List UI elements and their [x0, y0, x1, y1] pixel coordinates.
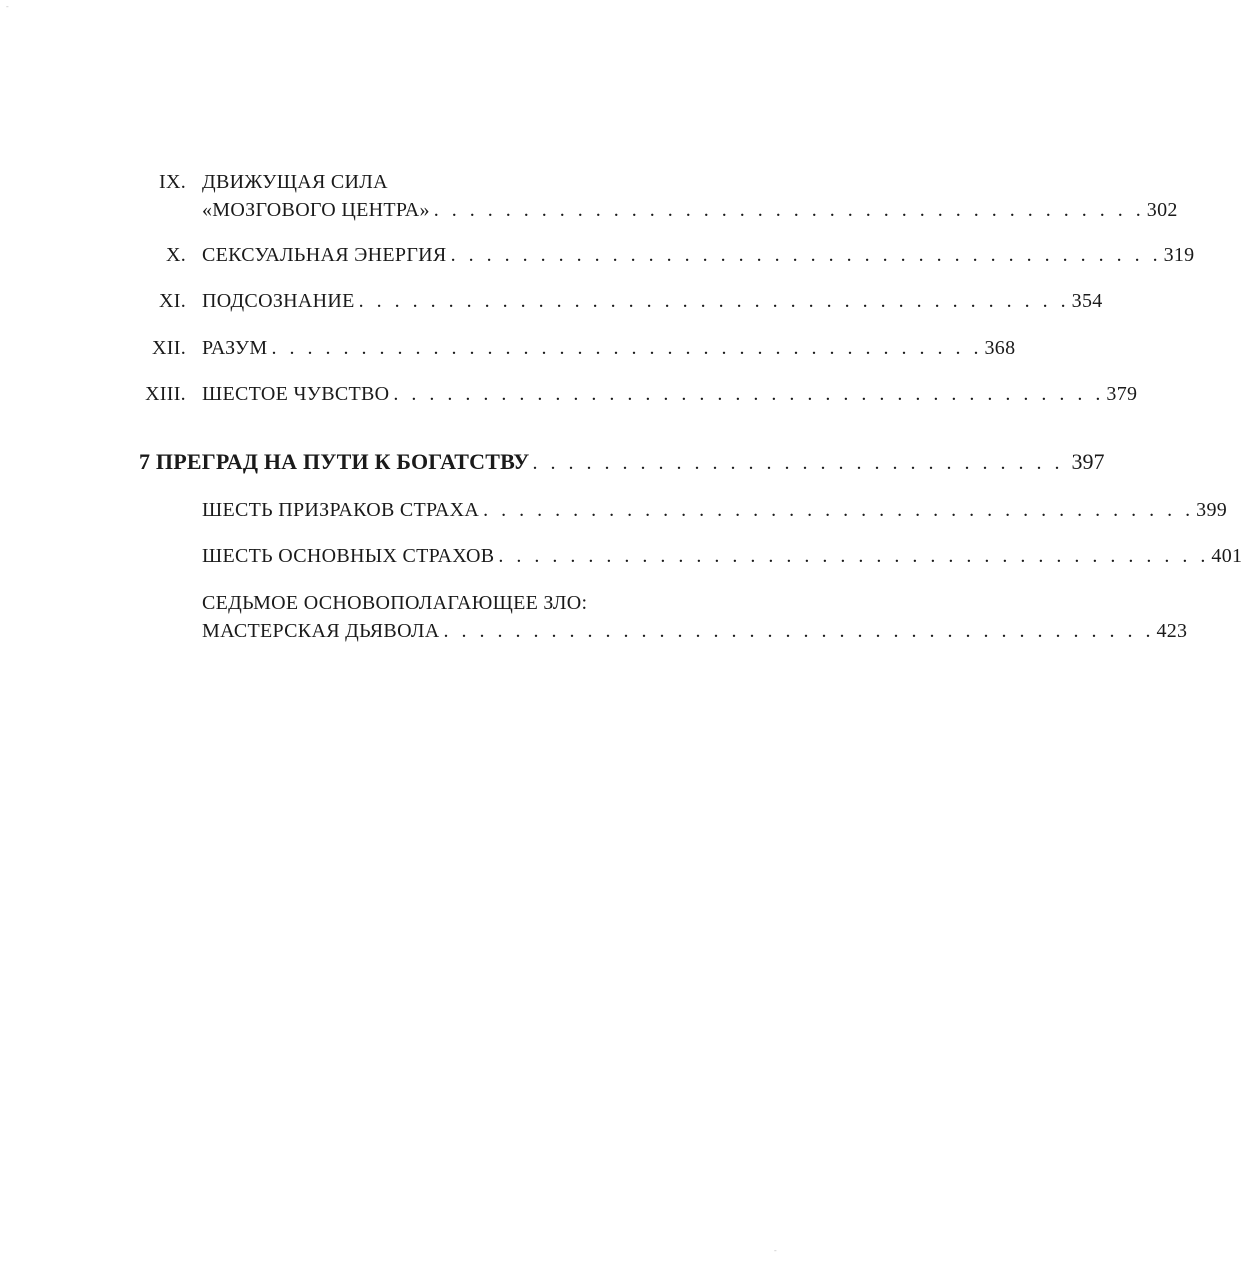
toc-entry-chapter-13[interactable] [0, 380, 1138, 410]
scan-mark-top-left: - [6, 2, 9, 11]
page-number: 401 [1211, 545, 1242, 567]
chapter-title: ШЕСТОЕ ЧУВСТВО [202, 383, 390, 405]
chapter-title-row [202, 287, 1103, 315]
section-title-line-2: МАСТЕРСКАЯ ДЬЯВОЛА [202, 620, 440, 642]
chapter-title-row [202, 196, 1178, 224]
chapter-number: IX. [158, 171, 186, 193]
scan-mark-bottom-right: - [774, 1246, 777, 1255]
page-number: 423 [1156, 620, 1188, 642]
toc-entry-chapter-12[interactable] [0, 334, 1016, 364]
chapter-title-row [202, 334, 1016, 362]
toc-entry-section-2[interactable] [0, 542, 1242, 572]
chapter-title-line-2: «МОЗГОВОГО ЦЕНТРА» [202, 199, 430, 221]
toc-entry-section-1[interactable] [0, 496, 1228, 526]
toc-entry-part[interactable] [139, 447, 1105, 478]
dot-leader: . . . . . . . . . . . . . . . . . . . . . . . . . . . . . . . . . . . . . . . . [271, 337, 983, 359]
section-title: ШЕСТЬ ОСНОВНЫХ СТРАХОВ [202, 545, 495, 567]
chapter-title: РАЗУМ [202, 337, 268, 359]
dot-leader: . . . . . . . . . . . . . . . . . . . . . . . . . . . . . . . . . . . . . . . . [393, 383, 1105, 405]
page-number: 397 [1071, 449, 1105, 474]
section-title: ШЕСТЬ ПРИЗРАКОВ СТРАХА [202, 499, 480, 521]
chapter-title: ПОДСОЗНАНИЕ [202, 290, 355, 312]
dot-leader: . . . . . . . . . . . . . . . . . . . . . . . . . . . . . . . . . . . . . . . . [358, 290, 1070, 312]
dot-leader: . . . . . . . . . . . . . . . . . . . . . . . . . . . . . . . . . . . . . . . . [498, 545, 1210, 567]
page-number: 368 [984, 337, 1016, 359]
page-number: 319 [1163, 244, 1195, 266]
section-title-line-1: СЕДЬМОЕ ОСНОВОПОЛАГАЮЩЕЕ ЗЛО: [202, 592, 588, 614]
section-title-row [202, 496, 1228, 524]
dot-leader: . . . . . . . . . . . . . . . . . . . . . . . . . . . . . . [532, 452, 1064, 474]
chapter-title-row [202, 380, 1138, 408]
chapter-number: XII. [152, 337, 186, 359]
toc-entry-chapter-11[interactable] [0, 287, 1103, 317]
chapter-title-row [202, 241, 1195, 269]
chapter-number: X. [165, 244, 186, 266]
chapter-number: XI. [158, 290, 186, 312]
chapter-number: XIII. [145, 383, 186, 405]
part-title: 7 ПРЕГРАД НА ПУТИ К БОГАТСТВУ [139, 449, 530, 474]
section-title-row [202, 617, 1188, 645]
dot-leader: . . . . . . . . . . . . . . . . . . . . . . . . . . . . . . . . . . . . . . . . [443, 620, 1155, 642]
chapter-title: СЕКСУАЛЬНАЯ ЭНЕРГИЯ [202, 244, 447, 266]
page-number: 354 [1071, 290, 1103, 312]
page-number: 379 [1106, 383, 1138, 405]
toc-entry-chapter-10[interactable] [0, 241, 1195, 271]
dot-leader: . . . . . . . . . . . . . . . . . . . . . . . . . . . . . . . . . . . . . . . . [450, 244, 1162, 266]
page-number: 302 [1146, 199, 1178, 221]
toc-entry-chapter-9[interactable] [0, 168, 1178, 228]
page-number: 399 [1196, 499, 1228, 521]
dot-leader: . . . . . . . . . . . . . . . . . . . . . . . . . . . . . . . . . . . . . . . . [433, 199, 1145, 221]
chapter-title-line-1: ДВИЖУЩАЯ СИЛА [202, 171, 388, 193]
toc-entry-section-3[interactable] [0, 589, 1188, 649]
dot-leader: . . . . . . . . . . . . . . . . . . . . . . . . . . . . . . . . . . . . . . . . [483, 499, 1195, 521]
section-title-row [202, 542, 1242, 570]
